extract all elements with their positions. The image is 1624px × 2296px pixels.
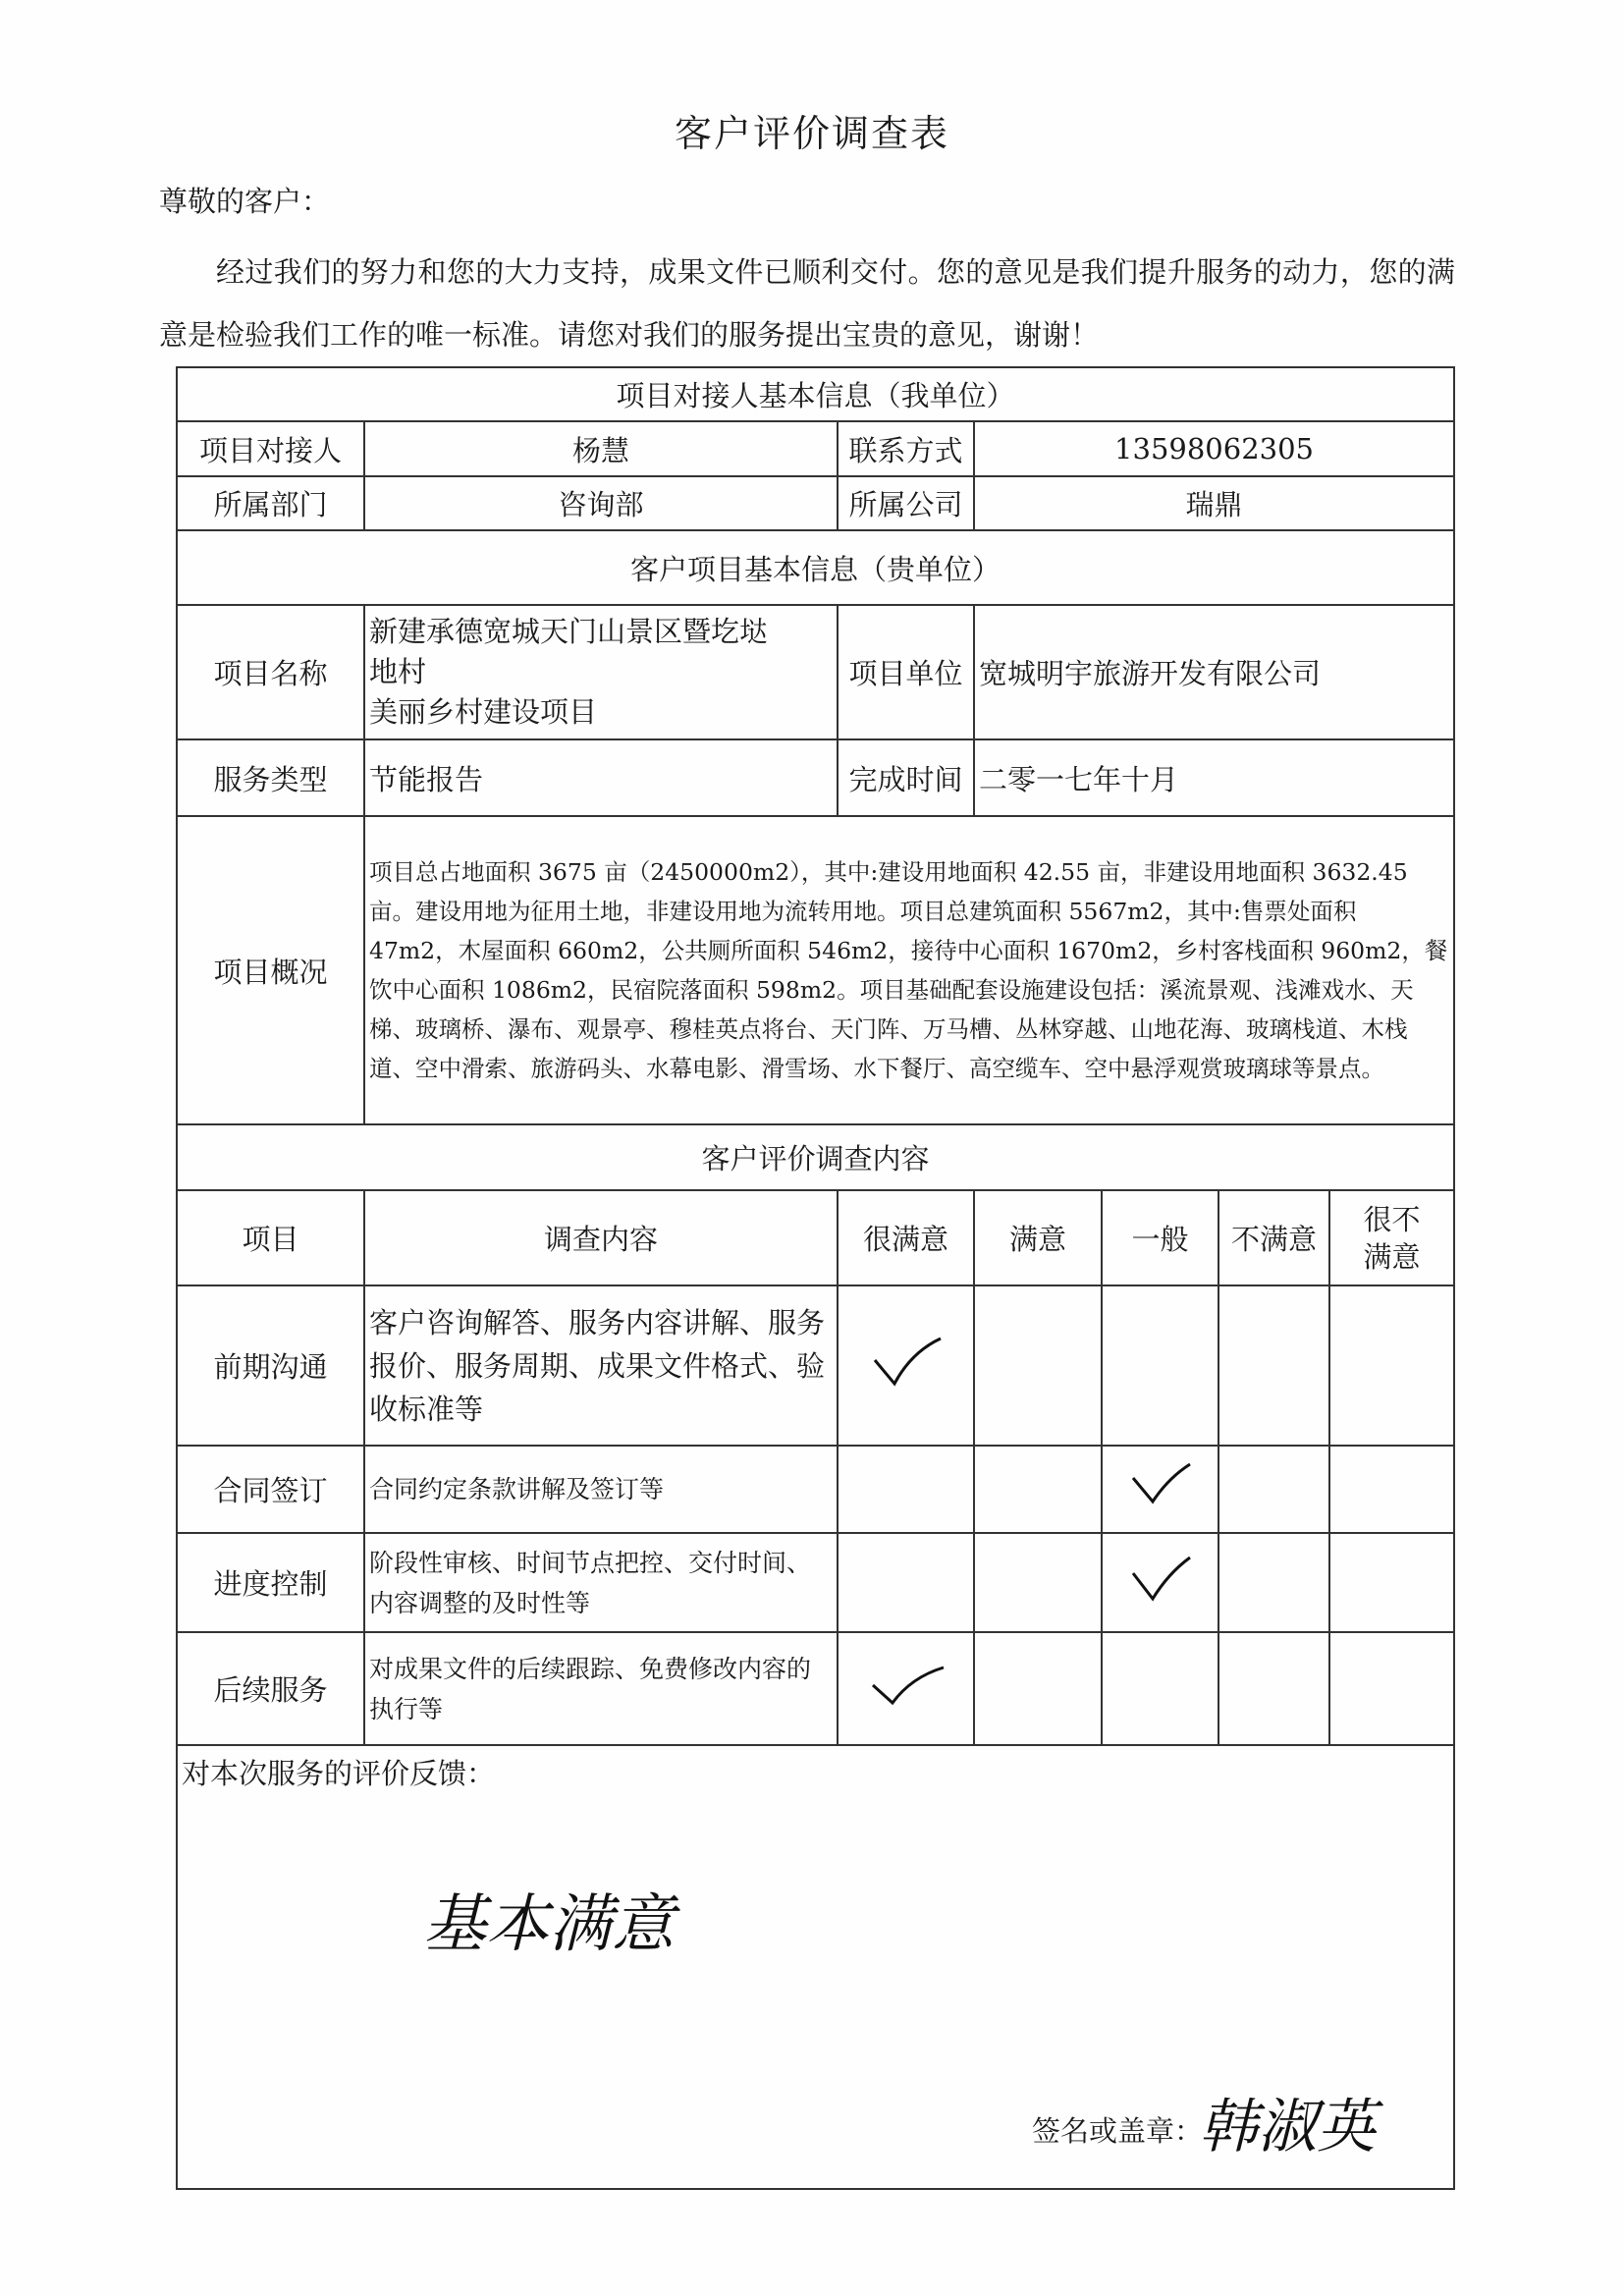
service-type-label: 服务类型	[177, 739, 364, 816]
row-item: 合同签订	[177, 1446, 364, 1533]
col-satisfied: 满意	[974, 1190, 1102, 1285]
rating-cell[interactable]	[838, 1533, 974, 1632]
service-type-value: 节能报告	[364, 739, 838, 816]
rating-cell[interactable]	[1102, 1446, 1218, 1533]
feedback-handwriting: 基本满意	[423, 1888, 675, 1961]
phone-label: 联系方式	[838, 421, 974, 476]
rating-cell[interactable]	[1102, 1533, 1218, 1632]
rating-cell[interactable]	[1102, 1285, 1218, 1446]
rating-cell[interactable]	[1102, 1632, 1218, 1745]
company-value: 瑞鼎	[974, 476, 1454, 530]
checkmark-icon	[867, 1656, 946, 1715]
rating-cell[interactable]	[838, 1285, 974, 1446]
col-very-unsatisfied: 很不满意	[1329, 1190, 1454, 1285]
contact-value: 杨慧	[364, 421, 838, 476]
rating-cell[interactable]	[1329, 1533, 1454, 1632]
row-item: 前期沟通	[177, 1285, 364, 1446]
col-very-satisfied: 很满意	[838, 1190, 974, 1285]
completion-time-label: 完成时间	[838, 739, 974, 816]
signature: 韩淑英	[1199, 2093, 1376, 2161]
intro-paragraph: 经过我们的努力和您的大力支持，成果文件已顺利交付。您的意见是我们提升服务的动力，您的满意是检验我们工作的唯一标准。请您对我们的服务提出宝贵的意见，谢谢！	[159, 255, 1455, 352]
our-info-header: 项目对接人基本信息（我单位）	[177, 367, 1454, 421]
signature-label: 签名或盖章：	[1032, 2114, 1204, 2148]
overview-text: 项目总占地面积 3675 亩（2450000m2），其中:建设用地面积 42.55 亩，非建设用地面积 3632.45 亩。建设用地为征用土地，非建设用地为流转用地。项目总建筑面积 5567m2，其中:售票处面积 47m2，木屋面积 660m2，公共厕所面积 546m2，接待中心面积 1670m2，乡村客栈面积 960m2，餐饮中心面积 1086m2，民宿院落面积 598m2。项目基础配套设施建设包括：溪流景观、浅滩戏水、天梯、玻璃桥、瀑布、观景亭、穆桂英点将台、天门阵、万马槽、丛林穿越、山地花海、玻璃栈道、木栈道、空中滑索、旅游码头、水幕电影、滑雪场、水下餐厅、高空缆车、空中悬浮观赏玻璃球等景点。	[364, 816, 1454, 1124]
rating-cell[interactable]	[974, 1533, 1102, 1632]
rating-cell[interactable]	[974, 1446, 1102, 1533]
row-content: 阶段性审核、时间节点把控、交付时间、内容调整的及时性等	[364, 1533, 838, 1632]
col-content: 调查内容	[364, 1190, 838, 1285]
feedback-cell[interactable]	[177, 1745, 1454, 2189]
survey-column-headers	[177, 1190, 1454, 1285]
project-name-value	[364, 605, 838, 739]
feedback-label: 对本次服务的评价反馈：	[182, 1757, 496, 1790]
project-unit-value: 宽城明宇旅游开发有限公司	[974, 605, 1454, 739]
survey-row	[177, 1285, 1454, 1446]
checkmark-icon	[867, 1333, 946, 1392]
company-label: 所属公司	[838, 476, 974, 530]
rating-cell[interactable]	[838, 1446, 974, 1533]
survey-row	[177, 1446, 1454, 1533]
overview-label: 项目概况	[177, 816, 364, 1124]
row-item: 后续服务	[177, 1632, 364, 1745]
project-name-label: 项目名称	[177, 605, 364, 739]
client-info-header: 客户项目基本信息（贵单位）	[177, 530, 1454, 605]
rating-cell[interactable]	[838, 1632, 974, 1745]
survey-table	[176, 366, 1455, 2190]
checkmark-icon	[1121, 1456, 1200, 1515]
survey-row	[177, 1632, 1454, 1745]
contact-label: 项目对接人	[177, 421, 364, 476]
rating-cell[interactable]	[1218, 1285, 1329, 1446]
rating-cell[interactable]	[1218, 1533, 1329, 1632]
rating-cell[interactable]	[1329, 1632, 1454, 1745]
project-name-line: 美丽乡村建设项目	[369, 695, 598, 729]
rating-cell[interactable]	[974, 1285, 1102, 1446]
dept-label: 所属部门	[177, 476, 364, 530]
col-unsatisfied: 不满意	[1218, 1190, 1329, 1285]
rating-cell[interactable]	[1329, 1285, 1454, 1446]
row-content: 对成果文件的后续跟踪、免费修改内容的执行等	[364, 1632, 838, 1745]
dept-value: 咨询部	[364, 476, 838, 530]
col-item: 项目	[177, 1190, 364, 1285]
rating-cell[interactable]	[1218, 1446, 1329, 1533]
row-item: 进度控制	[177, 1533, 364, 1632]
project-name-line: 新建承德宽城天门山景区暨圪垯	[369, 615, 769, 648]
rating-cell[interactable]	[974, 1632, 1102, 1745]
checkmark-icon	[1121, 1550, 1200, 1609]
rating-cell[interactable]	[1329, 1446, 1454, 1533]
row-content: 客户咨询解答、服务内容讲解、服务报价、服务周期、成果文件格式、验收标准等	[364, 1285, 838, 1446]
project-unit-label: 项目单位	[838, 605, 974, 739]
page-title: 客户评价调查表	[674, 112, 949, 155]
survey-header: 客户评价调查内容	[177, 1124, 1454, 1190]
project-name-line: 地村	[369, 655, 427, 688]
phone-value: 13598062305	[974, 421, 1454, 476]
completion-time-value: 二零一七年十月	[974, 739, 1454, 816]
row-content: 合同约定条款讲解及签订等	[364, 1446, 838, 1533]
survey-row	[177, 1533, 1454, 1632]
rating-cell[interactable]	[1218, 1632, 1329, 1745]
col-average: 一般	[1102, 1190, 1218, 1285]
greeting: 尊敬的客户：	[159, 185, 331, 218]
